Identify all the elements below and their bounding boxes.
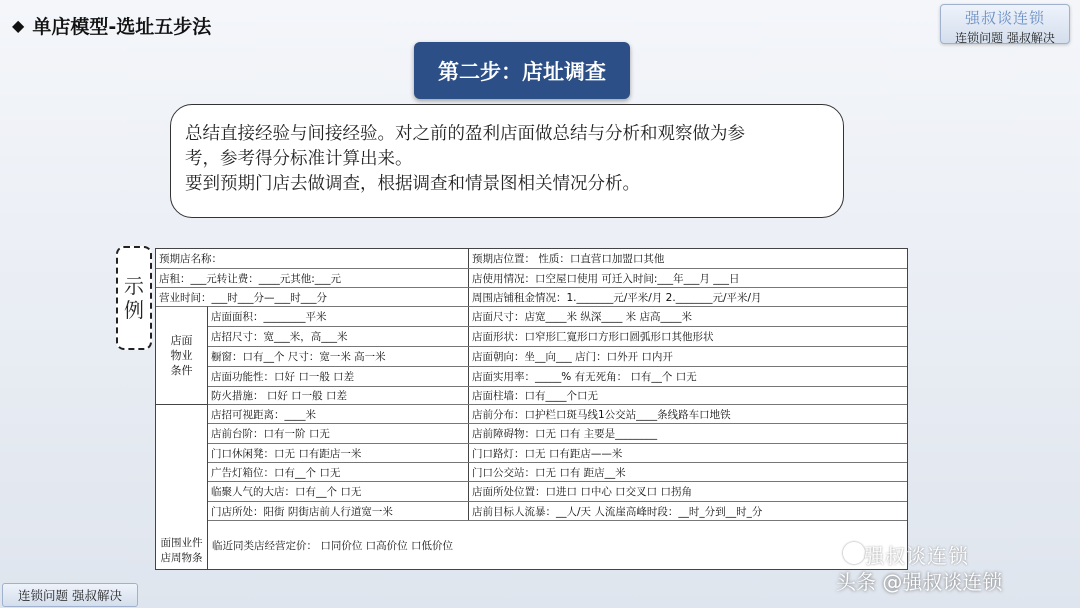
form-row	[156, 520, 907, 569]
form-cell-left: 临近同类店经营定价： 口同价位 口高价位 口低价位	[212, 539, 454, 552]
form-cell-right: 店前障碍物：口无 口有 主要是________	[472, 428, 658, 440]
form-cell-right: 店面柱墙：口有____个口无	[472, 390, 598, 402]
form-row	[156, 268, 907, 287]
page-title: 单店模型-选址五步法	[32, 16, 212, 38]
example-char: 例	[124, 298, 144, 322]
form-cell-left: 营业时间：___时___分—___时___分	[156, 288, 469, 306]
diamond-bullet-icon: ◆	[12, 16, 25, 35]
form-cell-left: 门店所处：阳街 阴街店前人行道宽一米	[208, 502, 469, 520]
footer-badge: 连锁问题 强叔解决	[2, 583, 138, 607]
form-cell-right: 店面形状：口窄形匸寛形口方形口圆弧形口其他形状	[472, 331, 714, 343]
form-row	[208, 366, 907, 386]
form-cell-left: 店招尺寸：宽___米，高___米	[208, 327, 469, 346]
form-row	[208, 404, 907, 423]
brand-badge	[940, 4, 1070, 44]
brand-name: 强叔谈连锁	[964, 9, 1045, 27]
form-cell-left: 店招可视距离：____米	[208, 405, 469, 423]
form-cell-right: 店面尺寸：店宽____米 纵深____ 米 店高____米	[472, 311, 693, 323]
form-cell-right: 店前目标人流暴：__人/天 人流崖高峰时段：__时_分到__时_分	[472, 505, 763, 518]
form-row	[208, 346, 907, 366]
section-label-surroundings: 面围业件 店周物条	[156, 404, 208, 569]
brand-tagline: 连锁问题 强叔解决	[955, 31, 1055, 45]
form-cell-right: 店面所处位置：口进口 口中心 口交叉口 口拐角	[472, 486, 693, 498]
form-cell-left: 门口休闲凳：口无 口有距店一米	[208, 444, 469, 462]
survey-form	[155, 248, 908, 570]
form-cell-right: 预期店位置： 性质：口直营口加盟口其他	[472, 253, 665, 265]
form-row	[208, 462, 907, 481]
form-cell-right: 店面实用率：_____% 有无死角： 口有__个 口无	[472, 371, 697, 383]
example-label	[116, 246, 152, 350]
summary-line: 要到预期门店去做调查，根据调查和情景图相关情况分析。	[185, 174, 640, 194]
form-cell-left: 预期店名称：	[156, 249, 469, 268]
form-row	[208, 326, 907, 346]
form-cell-right: 店面朝向：坐__向___ 店门：口外开 口内开	[472, 351, 673, 363]
summary-line: 考，参考得分标准计算出来。	[185, 149, 413, 169]
form-row	[208, 481, 907, 501]
summary-line: 总结直接经验与间接经验。对之前的盈利店面做总结与分析和观察做为参	[185, 124, 745, 144]
form-cell-left: 店前台阶：口有一阶 口无	[208, 424, 469, 443]
form-cell-left: 临聚人气的大店：口有__个 口无	[208, 482, 469, 501]
form-row	[208, 306, 907, 326]
section-label-store: 店面 物业 条件	[156, 306, 208, 404]
form-cell-left: 店面功能性：口好 口一般 口差	[208, 367, 469, 386]
watermark-handle: 头条 @强叔谈连锁	[836, 570, 1003, 594]
form-row	[208, 443, 907, 462]
form-cell-left: 店租：___元转让费：____元其他:___元	[156, 269, 469, 287]
form-row	[156, 249, 907, 268]
summary-box	[170, 104, 844, 218]
form-cell-right: 店前分布：口护栏口斑马线1公交站____条线路车口地铁	[472, 408, 731, 421]
form-cell-right: 周围店铺租金情况：1._______元/平米/月 2._______元/平米/月	[472, 291, 762, 304]
page-header	[12, 12, 211, 39]
form-cell-right: 门口公交站：口无 口有 距店__米	[472, 466, 626, 479]
form-row	[208, 386, 907, 404]
watermark-logo-icon	[843, 542, 865, 564]
form-cell-left: 广告灯箱位：口有__个 口无	[208, 463, 469, 481]
example-char: 示	[124, 274, 144, 298]
form-cell-right: 门口路灯：口无 口有距店——米	[472, 447, 623, 460]
form-row	[208, 501, 907, 520]
form-cell-left: 橱窗：口有__个 尺寸：宽一米 高一米	[208, 347, 469, 366]
form-row	[208, 423, 907, 443]
step-title: 第二步：店址调查	[414, 42, 630, 99]
watermark-name: 强叔谈连锁	[864, 544, 969, 568]
form-row	[156, 287, 907, 306]
form-cell-right: 店使用情况：口空屋口使用 可迁入时间:___年___月 ___日	[472, 272, 740, 285]
form-cell-left: 防火措施： 口好 口一般 口差	[208, 387, 469, 404]
form-cell-left: 店面面积：________平米	[208, 307, 469, 326]
